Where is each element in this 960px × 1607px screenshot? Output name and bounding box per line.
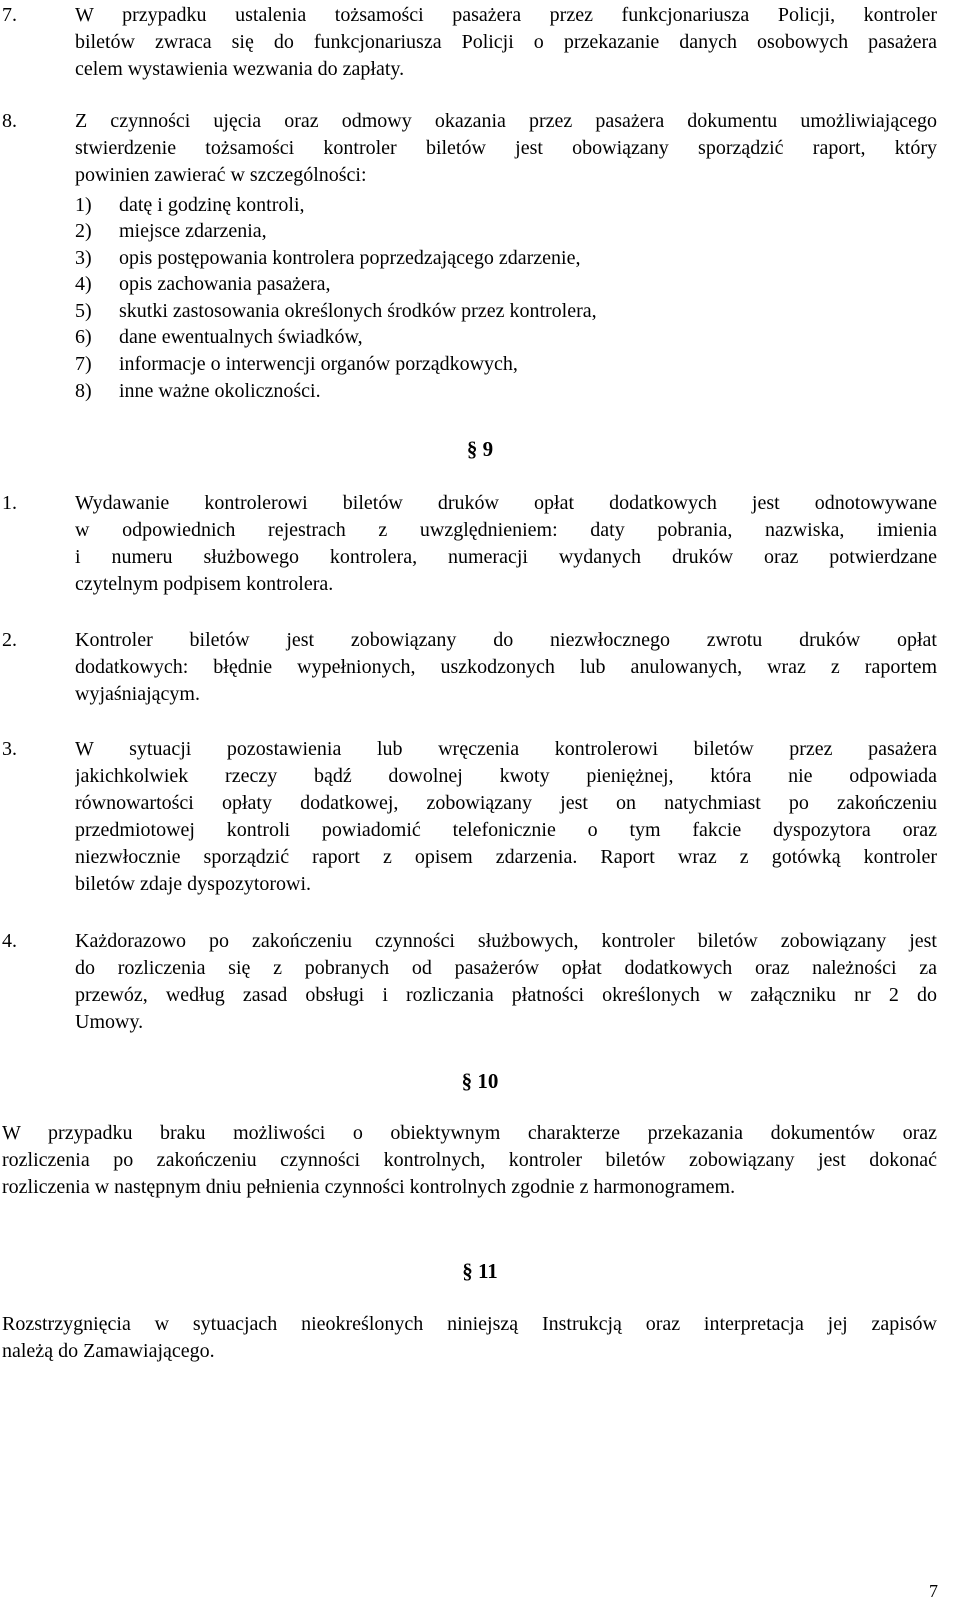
item-text: W przypadku ustalenia tożsamości pasażera przez funkcjonariusza Policji, kontroler biletów zwraca się do funkcjonariusza Policji o przekazanie danych osobowych pasażera celem wystawienia wezwania do zapłaty.: [75, 4, 937, 80]
item-number: 2.: [2, 629, 17, 651]
item-text: Każdorazowo po zakończeniu czynności służbowych, kontroler biletów zobowiązany jest do rozliczenia się z pobranych od pasażerów opłat dodatkowych oraz należności za przewóz, według zasad obsługi i rozliczania płatności określonych w załączniku nr 2 do Umowy.: [75, 930, 937, 1033]
section-heading-10: § 10: [461, 1069, 499, 1093]
item-number: 1.: [2, 492, 17, 514]
item-number: 4.: [2, 930, 17, 952]
item-text: W sytuacji pozostawienia lub wręczenia kontrolerowi biletów przez pasażera jakichkolwiek rzeczy bądź dowolnej kwoty pieniężnej, która nie odpowiada równowartości opłaty dodatkowej, zobowiązany jest on natychmiast po zakończeniu przedmiotowej kontroli powiadomić telefonicznie o tym fakcie dyspozytora oraz niezwłocznie sporządzić raport z opisem zdarzenia. Raport wraz z gotówką kontroler biletów zdaje dyspozytorowi.: [75, 738, 937, 895]
item-number: 8.: [2, 110, 17, 132]
item-number: 7.: [2, 4, 17, 26]
item-number: 3.: [2, 738, 17, 760]
section-10-text: W przypadku braku możliwości o obiektywnym charakterze przekazania dokumentów oraz rozliczenia po zakończeniu czynności kontrolnych, kontroler biletów zobowiązany jest dokonać rozliczenia w następnym dniu pełnienia czynności kontrolnych zgodnie z harmonogramem.: [2, 1122, 937, 1198]
item-text: Kontroler biletów jest zobowiązany do niezwłocznego zwrotu druków opłat dodatkowych: błędnie wypełnionych, uszkodzonych lub anulowanych, wraz z raportem wyjaśniającym.: [75, 629, 937, 705]
section-11-text: Rozstrzygnięcia w sytuacjach nieokreślonych niniejszą Instrukcją oraz interpretacja jej zapisów należą do Zamawiającego.: [2, 1313, 937, 1362]
section-heading-9: § 9: [466, 437, 494, 461]
page-number: 7: [929, 1581, 938, 1601]
section-heading-11: § 11: [462, 1259, 498, 1283]
item-text: Z czynności ujęcia oraz odmowy okazania przez pasażera dokumentu umożliwiającego stwierdzenie tożsamości kontroler biletów jest obowiązany sporządzić raport, który powinien zawierać w szczególności:: [75, 110, 937, 186]
item-text: Wydawanie kontrolerowi biletów druków opłat dodatkowych jest odnotowywane w odpowiednich rejestrach z uwzględnieniem: daty pobrania, nazwiska, imienia i numeru służbowego kontrolera, numeracji wydanych druków oraz potwierdzane czytelnym podpisem kontrolera.: [75, 492, 937, 595]
